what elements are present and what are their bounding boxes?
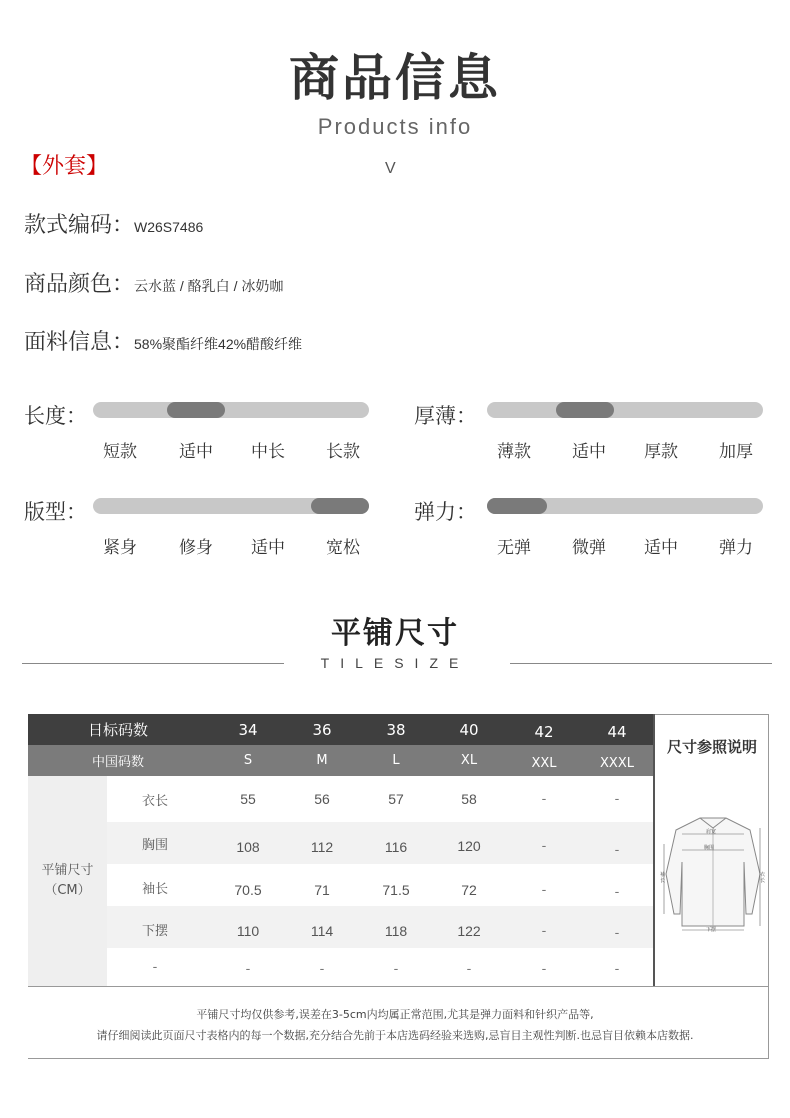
divider-right xyxy=(510,663,772,664)
cell-value: - xyxy=(393,961,399,977)
cn-size: XL xyxy=(460,753,478,768)
thickness-option: 适中 xyxy=(572,442,606,462)
cell-value: 112 xyxy=(310,839,334,855)
color-label: 商品颜色： xyxy=(24,272,135,297)
length-option: 中长 xyxy=(251,442,285,462)
row-label: - xyxy=(152,959,158,975)
cn-size: XXXL xyxy=(600,756,634,771)
jp-size: 36 xyxy=(312,720,332,739)
fit-option: 宽松 xyxy=(326,538,360,558)
fit-meter xyxy=(93,498,369,514)
size-section-subtitle: TILESIZE xyxy=(320,655,470,671)
cell-value: 71 xyxy=(314,882,330,898)
elasticity-meter-fill xyxy=(487,498,547,514)
cell-value: - xyxy=(614,961,620,977)
cell-value: 58 xyxy=(461,791,477,807)
thickness-label: 厚薄： xyxy=(414,404,477,428)
cn-size: S xyxy=(243,753,253,768)
cell-value: - xyxy=(541,791,547,807)
fit-label: 版型： xyxy=(24,500,87,524)
header-cn-size-label: 中国码数 xyxy=(28,745,208,776)
length-option: 适中 xyxy=(179,442,213,462)
jp-size: 42 xyxy=(534,722,554,741)
page-title: 商品信息 xyxy=(289,49,501,107)
row-label: 衣长 xyxy=(141,793,168,809)
cell-value: 108 xyxy=(236,839,260,855)
cell-value: - xyxy=(466,961,472,977)
fit-meter-fill xyxy=(311,498,369,514)
thickness-meter-fill xyxy=(556,402,614,418)
cell-value: - xyxy=(614,925,620,941)
note-divider xyxy=(28,986,769,987)
fabric-value: 58%聚酯纤维42%醋酸纤维 xyxy=(134,336,303,352)
group-label-line1: 平铺尺寸 xyxy=(41,863,94,878)
fit-option: 修身 xyxy=(179,538,213,558)
cell-value: - xyxy=(541,961,547,977)
cell-value: - xyxy=(541,882,547,898)
cell-value: 56 xyxy=(314,791,330,807)
elasticity-option: 弹力 xyxy=(719,538,753,558)
garment-diagram xyxy=(660,814,766,934)
cell-value: 116 xyxy=(384,839,408,855)
length-option: 长款 xyxy=(326,442,360,462)
cell-value: 71.5 xyxy=(382,882,410,898)
row-label: 胸围 xyxy=(141,837,168,853)
length-meter xyxy=(93,402,369,418)
cell-value: 70.5 xyxy=(234,882,262,898)
cell-value: 118 xyxy=(384,923,408,939)
fit-option: 适中 xyxy=(251,538,285,558)
cell-value: 55 xyxy=(240,791,256,807)
note-line-2: 请仔细阅读此页面尺寸表格内的每一个数据,充分结合先前于本店选码经验来选购,忌盲目主观性判断.也忌盲目依赖本店数据. xyxy=(96,1029,694,1042)
cn-size: M xyxy=(316,753,328,768)
elasticity-option: 微弹 xyxy=(572,538,606,558)
cn-size: L xyxy=(392,753,400,768)
fabric-line xyxy=(24,325,302,356)
cell-value: 57 xyxy=(388,791,404,807)
color-value: 云水蓝 / 酪乳白 / 冰奶咖 xyxy=(134,278,284,294)
cell-value: 122 xyxy=(457,923,481,939)
diagram-label-sleeve: 袖长 xyxy=(660,872,666,884)
cell-value: - xyxy=(245,961,251,977)
diagram-label-hem: 下摆 xyxy=(706,927,717,933)
thickness-meter xyxy=(487,402,763,418)
diagram-label-shoulder: 肩宽 xyxy=(706,829,717,835)
jp-size: 38 xyxy=(386,720,406,739)
row-label: 下摆 xyxy=(141,923,168,939)
group-label-line2: （CM） xyxy=(44,883,91,898)
elasticity-meter xyxy=(487,498,763,514)
reference-title: 尺寸参照说明 xyxy=(666,738,757,756)
page-subtitle: Products info xyxy=(317,114,473,139)
thickness-option: 加厚 xyxy=(719,442,753,462)
header-jp-size-label: 日标码数 xyxy=(28,714,208,745)
jp-size: 34 xyxy=(238,720,258,739)
thickness-option: 厚款 xyxy=(644,442,678,462)
category-label: 【外套】 xyxy=(20,154,109,179)
cn-size: XXL xyxy=(531,756,557,771)
size-section-title: 平铺尺寸 xyxy=(331,616,459,651)
cell-value: 72 xyxy=(461,882,477,898)
style-code-value: W26S7486 xyxy=(134,219,204,235)
thickness-option: 薄款 xyxy=(497,442,531,462)
diagram-label-length: 衣长 xyxy=(760,872,766,884)
cell-value: 120 xyxy=(457,838,481,854)
cell-value: - xyxy=(614,884,620,900)
length-label: 长度： xyxy=(24,404,87,428)
cell-value: - xyxy=(541,838,547,854)
cell-value: - xyxy=(541,923,547,939)
length-meter-fill xyxy=(167,402,225,418)
cell-value: - xyxy=(319,961,325,977)
style-code-label: 款式编码： xyxy=(24,213,135,238)
cell-value: - xyxy=(614,791,620,807)
style-code-line xyxy=(24,208,203,239)
note-line-1: 平铺尺寸均仅供参考,误差在3-5cm内均属正常范围,尤其是弹力面料和针织产品等, xyxy=(196,1008,594,1021)
elasticity-option: 无弹 xyxy=(497,538,531,558)
diagram-label-chest: 胸围 xyxy=(704,845,715,851)
cell-value: - xyxy=(614,842,620,858)
fit-option: 紧身 xyxy=(103,538,137,558)
cell-value: 110 xyxy=(236,923,260,939)
length-option: 短款 xyxy=(103,442,137,462)
elasticity-label: 弹力： xyxy=(414,500,477,524)
jp-size: 40 xyxy=(459,720,479,739)
color-line xyxy=(24,267,283,298)
fabric-label: 面料信息： xyxy=(24,330,135,355)
tile-size-group-label xyxy=(28,776,107,986)
row-label: 袖长 xyxy=(141,881,168,897)
jp-size: 44 xyxy=(607,722,627,741)
v-mark: V xyxy=(385,160,396,177)
cell-value: 114 xyxy=(310,923,334,939)
elasticity-option: 适中 xyxy=(644,538,678,558)
